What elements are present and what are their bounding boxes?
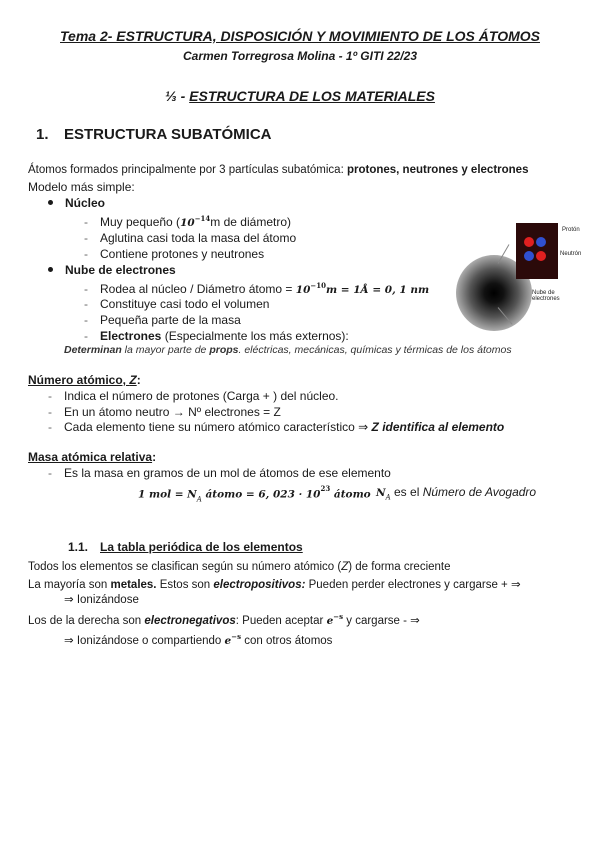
nucleus-item-mass: - Aglutina casi toda la masa del átomo — [84, 231, 297, 245]
intro-line — [28, 164, 528, 176]
heading-1 — [36, 126, 272, 143]
document-subtitle: Carmen Torregrosa Molina - 1º GITI 22/23 — [182, 49, 417, 63]
intro-particles: protones, neutrones y electrones — [346, 164, 529, 176]
section-title — [0, 88, 600, 104]
cloud-item-mass: - Pequeña parte de la masa — [84, 313, 241, 327]
proton-dot — [536, 251, 546, 261]
periodic-line-2: La mayoría son metales. Estos son electropositivos: Pueden perder electrones y cargarse + ⇒ — [28, 579, 521, 591]
heading-1-1: 1.1. La tabla periódica de los elementos — [68, 540, 303, 554]
atomic-mass-heading: Masa atómica relativa: — [28, 450, 157, 464]
atomic-number-heading: Número atómico, Z: — [28, 373, 141, 387]
atomic-number-item-1: - Indica el número de protones (Carga + ) del núcleo. — [48, 389, 339, 403]
bullet-dot-icon — [48, 200, 53, 205]
heading-1-number: 1. — [36, 126, 49, 143]
cloud-bullet — [48, 263, 176, 277]
neutron-dot — [524, 251, 534, 261]
atom-figure — [452, 215, 582, 330]
proton-dot — [524, 237, 534, 247]
figure-label-cloud: Nube de electrones — [532, 290, 560, 302]
cloud-label: Nube de electrones — [65, 263, 176, 277]
nucleus-item-size: - Muy pequeño ($10^{-14}m$ de diámetro) — [84, 214, 291, 229]
periodic-line-1: Todos los elementos se clasifican según su número atómico (Z) de forma creciente — [28, 561, 451, 573]
periodic-line-3: ⇒ Ionizándose — [64, 594, 139, 606]
cloud-item-volume: - Constituye casi todo el volumen — [84, 297, 270, 311]
electrons-note: Determinan la mayor parte de props. eléctricas, mecánicas, químicas y térmicas de los átomos — [64, 344, 512, 356]
section-prefix: ⅓ - — [165, 88, 190, 104]
bullet-dot-icon — [48, 267, 53, 272]
periodic-line-4: Los de la derecha son electronegativos: Pueden aceptar $e^{-s}$ y cargarse - ⇒ — [28, 612, 420, 627]
avogadro-note: $N_A$ es el Número de Avogadro — [376, 485, 537, 502]
neutron-dot — [536, 237, 546, 247]
cloud-item-electrons: - Electrones (Especialmente los más externos): — [84, 329, 349, 343]
document-title: Tema 2- ESTRUCTURA, DISPOSICIÓN Y MOVIMIENTO DE LOS ÁTOMOS — [60, 28, 540, 44]
heading-1-text: ESTRUCTURA SUBATÓMICA — [64, 126, 272, 143]
periodic-line-5: ⇒ Ionizándose o compartiendo $e^{-s}$ con otros átomos — [64, 632, 333, 647]
atomic-mass-item: - Es la masa en gramos de un mol de átomos de ese elemento — [48, 466, 391, 480]
nucleus-inset-image — [516, 223, 558, 279]
figure-label-neutron: Neutrón — [560, 251, 582, 257]
intro-text: Átomos formados principalmente por 3 partículas subatómica: — [28, 164, 347, 176]
atomic-number-item-3: - Cada elemento tiene su número atómico característico ⇒ Z identifica al elemento — [48, 420, 505, 434]
nucleus-item-contents: - Contiene protones y neutrones — [84, 247, 265, 261]
nucleus-label: Núcleo — [65, 196, 106, 210]
avogadro-formula: 1 mol = $N_A$ átomo = 6, $023 \cdot 10^{23}$ átomo — [138, 484, 371, 504]
nucleus-bullet — [48, 196, 105, 210]
section-name: ESTRUCTURA DE LOS MATERIALES — [189, 88, 435, 104]
atomic-number-item-2: - En un átomo neutro → Nº electrones = Z — [48, 405, 281, 419]
figure-label-proton: Protón — [562, 227, 580, 233]
cloud-item-diameter: - Rodea al núcleo / Diámetro átomo = $10^{-10}m$ = 1Å = 0, 1 nm — [84, 281, 430, 296]
model-line: Modelo más simple: — [28, 180, 135, 194]
